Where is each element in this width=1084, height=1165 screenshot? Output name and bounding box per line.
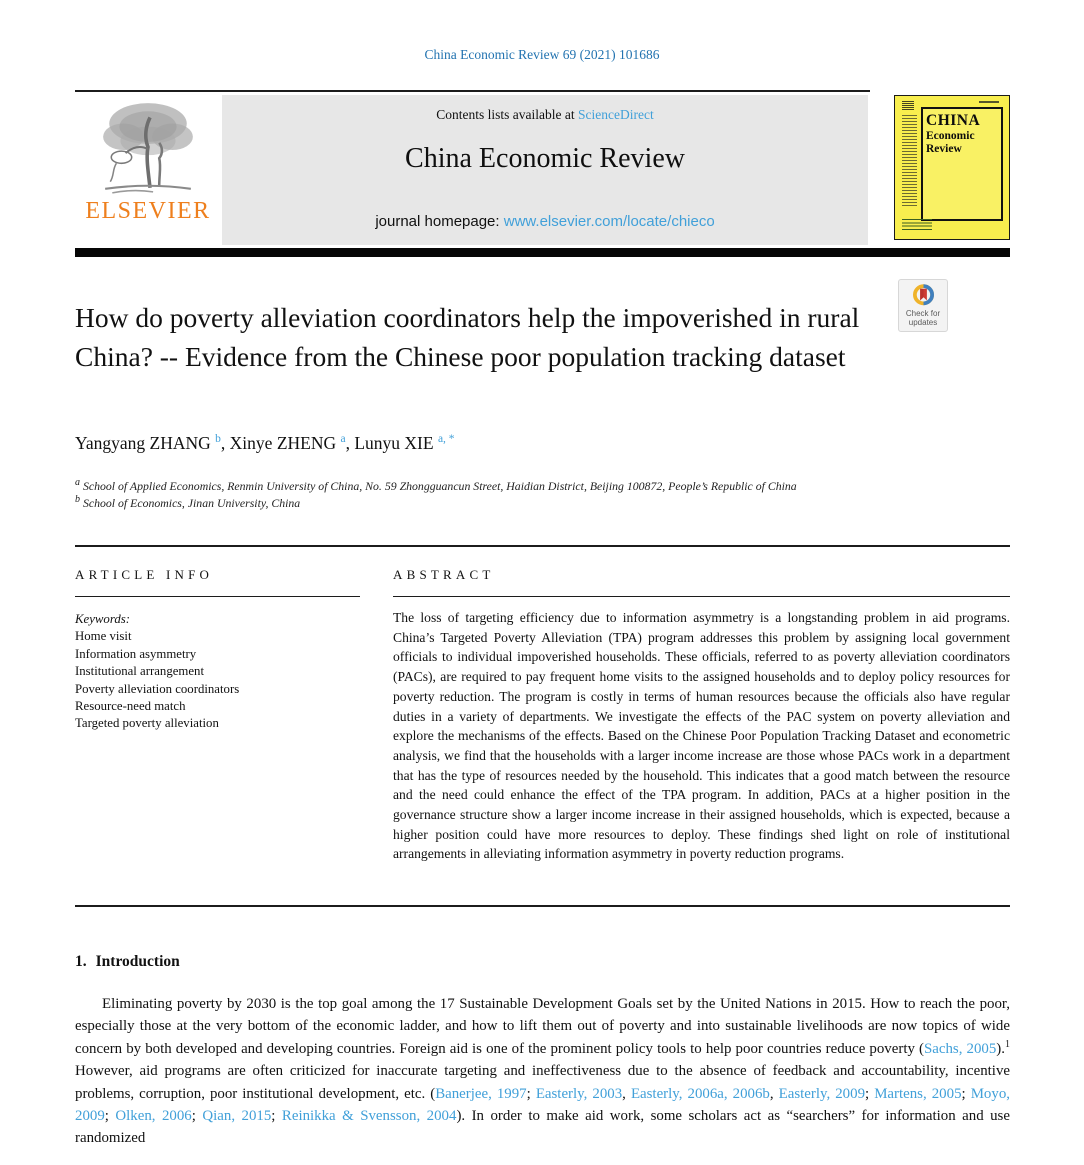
divider <box>75 545 1010 547</box>
superscript-marker: a <box>75 477 80 489</box>
contents-line <box>222 107 868 123</box>
citation-link[interactable]: Reinikka & Svensson, 2004 <box>281 1108 457 1125</box>
text-segment: Yangyang ZHANG <box>75 433 216 453</box>
cover-title-line: CHINA <box>926 112 981 129</box>
superscript-marker: b <box>75 493 80 505</box>
check-for-updates-badge[interactable] <box>898 279 948 332</box>
text-segment: , Xinye ZHENG <box>220 433 341 453</box>
text-segment: ; <box>271 1108 282 1125</box>
text-segment: ). <box>996 1040 1005 1057</box>
elsevier-tree-icon <box>90 96 206 198</box>
affiliation-a <box>75 478 875 495</box>
text-segment: , <box>622 1085 631 1102</box>
citation-link[interactable]: Easterly, 2006a, 2006b <box>630 1085 770 1102</box>
elsevier-logo <box>74 94 222 246</box>
superscript-marker: 1 <box>1004 1038 1010 1050</box>
text-segment: , <box>769 1085 779 1102</box>
text-segment: School of Applied Economics, Renmin University of China, No. 59 Zhongguancun Street, Haidian District, Beijing 100872, People’s Republic of China <box>80 479 797 493</box>
journal-reference: China Economic Review 69 (2021) 101686 <box>424 47 660 62</box>
citation-link[interactable]: Olken, 2006 <box>115 1108 192 1125</box>
text-segment: , Lunyu XIE <box>345 433 438 453</box>
citation-link[interactable]: Sachs, 2005 <box>923 1040 997 1057</box>
crossmark-icon <box>910 282 937 309</box>
journal-cover-thumbnail <box>894 95 1010 240</box>
divider <box>75 905 1010 907</box>
text-segment: Eliminating poverty by 2030 is the top goal among the 17 Sustainable Development Goals set by the United Nations in 2015. How to reach the poor, especially those at the very bottom of the economic ladder, and how to lift them out of poverty and into sustainable livelihoods are now topics of wide concern by both developed and developing countries. Foreign aid is one of the prominent policy tools to help poor countries reduce poverty ( <box>75 996 1010 1057</box>
keyword-item: Information asymmetry <box>75 646 197 661</box>
cover-title-line: Economic <box>926 130 975 142</box>
citation-link[interactable]: Martens, 2005 <box>874 1085 962 1102</box>
section-label: Introduction <box>95 953 180 970</box>
affiliation-b <box>75 495 875 512</box>
keywords-block <box>75 611 365 733</box>
superscript-marker: b <box>215 433 221 446</box>
cover-title-box <box>921 107 1003 221</box>
citation-link[interactable]: Qian, 2015 <box>202 1108 272 1125</box>
divider-bar <box>75 248 1010 257</box>
homepage-line <box>222 213 868 230</box>
divider <box>393 596 1010 597</box>
elsevier-wordmark: ELSEVIER <box>85 198 211 224</box>
badge-line-1: Check for <box>905 309 941 318</box>
cover-title-line: Review <box>926 143 962 155</box>
cover-issn-decoration <box>979 101 999 103</box>
homepage-link[interactable]: www.elsevier.com/locate/chieco <box>503 213 715 230</box>
journal-title: China Economic Review <box>405 143 685 174</box>
keywords-label: Keywords: <box>75 612 130 626</box>
abstract-text: The loss of targeting efficiency due to information asymmetry is a longstanding problem in aid programs. China’s Targeted Poverty Alleviation (TPA) program addresses this problem by assigning local government officials to individual impoverished households. These officials, referred to as poverty alleviation coordinators (PACs), are required to pay frequent home visits to the assigned households and to deploy policy resources for poverty reduction. The program is costly in terms of human resources because the officials also have regular duties in a variety of departments. We investigate the effects of the PAC system on poverty alleviation and explore the mechanisms of the effects. Based on the Chinese Poor Population Tracking Dataset and econometric analysis, we find that the households with a larger income increase are those whose PACs work in a department that has the type of resources needed by the household. This indicates that a good match between the resource and the need could enhance the effect of the TPA program. In addition, PACs at a higher position in the governance structure show a larger income increase in their assigned households, which is expected, because a higher position could have more resources to deploy. These findings shed light on role of institutional arrangements in alleviating information asymmetry in poverty reduction programs. <box>393 610 1010 862</box>
keyword-item: Resource-need match <box>75 699 186 714</box>
section-heading-introduction <box>75 953 180 971</box>
divider <box>75 596 360 597</box>
text-segment: ; <box>526 1085 536 1102</box>
keyword-item: Targeted poverty alleviation <box>75 716 219 731</box>
article-info-heading: ARTICLE INFO <box>75 567 214 582</box>
abstract-heading: ABSTRACT <box>393 567 495 582</box>
citation-link[interactable]: Easterly, 2009 <box>778 1085 866 1102</box>
keywords-list <box>75 628 365 732</box>
text-segment: However, aid programs are often criticized for inaccurate targeting and ineffectiveness due to the absence of feedback and accountability, incentive problems, corruption, poor institutional development, etc. ( <box>75 1063 1010 1102</box>
journal-masthead <box>222 95 868 245</box>
homepage-prefix: journal homepage: <box>375 213 504 230</box>
citation-link[interactable]: Moyo, 2009 <box>75 1085 1010 1125</box>
section-number: 1. <box>75 953 87 970</box>
affiliations <box>75 478 875 511</box>
cover-editors-list-decoration <box>902 115 917 207</box>
check-for-updates-label <box>899 309 947 327</box>
contents-prefix: Contents lists available at <box>436 107 578 122</box>
superscript-marker: a <box>340 433 346 446</box>
citation-link[interactable]: Banerjee, 1997 <box>435 1085 527 1102</box>
article-title: How do poverty alleviation coordinators help the impoverished in rural China? -- Evidence from the Chinese poor population tracking dataset <box>75 302 860 372</box>
keyword-item: Institutional arrangement <box>75 664 204 679</box>
introduction-paragraph <box>75 993 1010 1150</box>
text-segment: ; <box>865 1085 875 1102</box>
superscript-marker: a, * <box>437 433 455 446</box>
keyword-item: Home visit <box>75 629 132 644</box>
text-segment: ; <box>104 1108 116 1125</box>
cover-footer-decoration <box>902 219 932 232</box>
text-segment: School of Economics, Jinan University, China <box>80 495 301 510</box>
text-segment: ; <box>961 1085 971 1102</box>
cover-publisher-mark <box>902 101 914 110</box>
author-list <box>75 433 455 454</box>
text-segment: ; <box>191 1108 203 1125</box>
text-segment: ). In order to make aid work, some scholars act as “searchers” for information and use randomized <box>75 1108 1010 1147</box>
badge-line-2: updates <box>908 318 938 327</box>
citation-link[interactable]: Easterly, 2003 <box>535 1085 623 1102</box>
sciencedirect-link[interactable]: ScienceDirect <box>578 107 654 122</box>
keyword-item: Poverty alleviation coordinators <box>75 681 240 696</box>
divider <box>75 90 870 92</box>
